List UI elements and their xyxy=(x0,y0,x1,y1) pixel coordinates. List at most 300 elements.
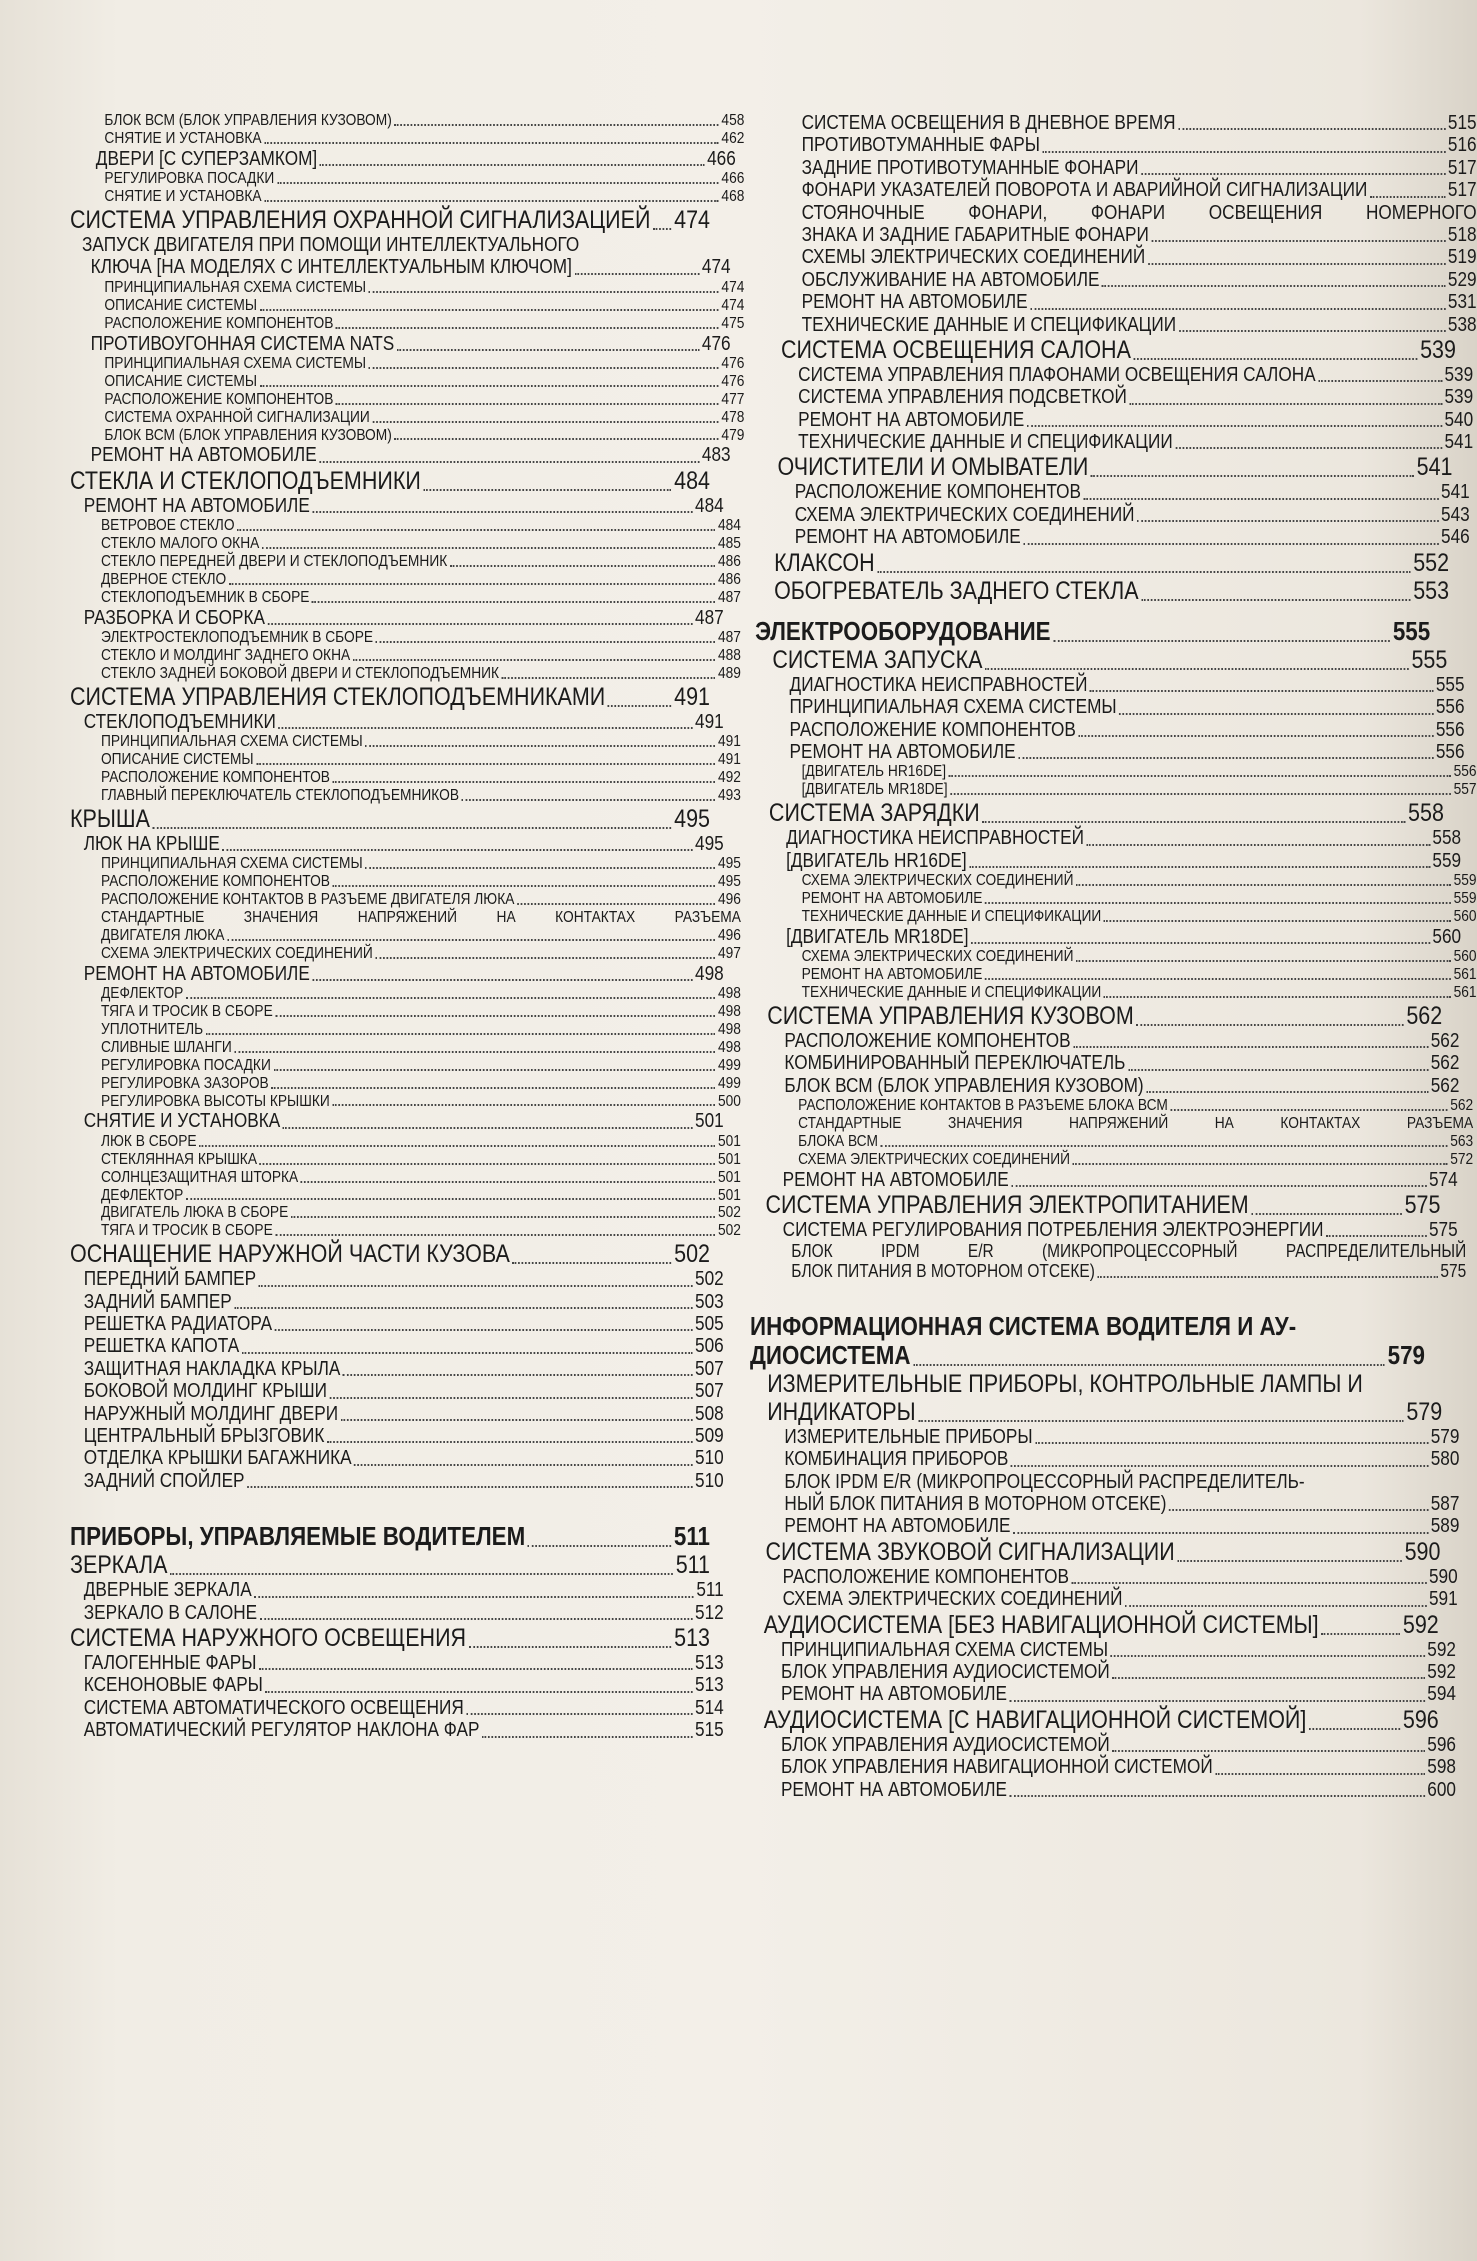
toc-page-number: 500 xyxy=(717,1092,741,1110)
toc-page-number: 517 xyxy=(1447,156,1477,179)
toc-entry[interactable] xyxy=(70,130,744,148)
toc-entry[interactable] xyxy=(750,481,1470,503)
toc-page-number: 513 xyxy=(695,1674,724,1697)
toc-entry[interactable] xyxy=(70,805,710,833)
toc-entry[interactable] xyxy=(750,1566,1458,1588)
dot-leader xyxy=(466,1713,692,1715)
toc-entry-title: [ДВИГАТЕЛЬ HR16DE] xyxy=(786,849,967,872)
toc-entry-title: БЛОКА ВСМ xyxy=(798,1132,878,1150)
toc-entry-title: РАСПОЛОЖЕНИЕ КОМПОНЕНТОВ xyxy=(104,314,334,332)
toc-entry[interactable] xyxy=(750,336,1456,364)
toc-entry-title: ТЯГА И ТРОСИК В СБОРЕ xyxy=(100,1222,273,1240)
toc-entry-title: СИСТЕМА ОХРАННОЙ СИГНАЛИЗАЦИИ xyxy=(104,408,370,426)
toc-page-number: 594 xyxy=(1427,1683,1456,1706)
toc-entry-title: ТЕХНИЧЕСКИЕ ДАННЫЕ И СПЕЦИФИКАЦИИ xyxy=(798,431,1173,454)
dot-leader xyxy=(1112,1750,1424,1752)
toc-entry[interactable] xyxy=(750,646,1447,674)
toc-entry[interactable] xyxy=(70,535,741,553)
toc-entry-title: ДВИГАТЕЛЯ ЛЮКА xyxy=(100,926,225,944)
toc-page-number: 501 xyxy=(717,1186,741,1204)
dot-leader xyxy=(1137,520,1438,522)
toc-entry[interactable] xyxy=(750,1052,1459,1074)
toc-entry[interactable] xyxy=(750,827,1461,849)
toc-entry[interactable] xyxy=(70,571,741,589)
toc-entry[interactable] xyxy=(750,1133,1473,1151)
toc-entry[interactable] xyxy=(70,1291,724,1313)
dot-leader xyxy=(394,438,718,440)
dot-leader xyxy=(229,583,716,585)
dot-leader xyxy=(397,349,700,351)
toc-entry[interactable] xyxy=(70,629,741,647)
toc-page-number: 502 xyxy=(695,1268,724,1291)
dot-leader xyxy=(369,291,719,293)
toc-entry[interactable] xyxy=(70,1003,741,1021)
toc-entry-title: ПРИНЦИПИАЛЬНАЯ СХЕМА СИСТЕМЫ xyxy=(789,696,1117,719)
toc-page-number: 495 xyxy=(717,855,741,873)
toc-entry[interactable] xyxy=(70,391,744,409)
dot-leader xyxy=(234,1307,692,1309)
toc-entry[interactable] xyxy=(70,733,741,751)
toc-entry[interactable] xyxy=(70,517,741,535)
dot-leader xyxy=(372,421,718,423)
toc-entry[interactable] xyxy=(750,1398,1442,1426)
dot-leader xyxy=(1141,173,1445,175)
dot-leader xyxy=(528,1545,672,1547)
toc-entry-title: СИСТЕМА АВТОМАТИЧЕСКОГО ОСВЕЩЕНИЯ xyxy=(83,1696,464,1719)
toc-entry[interactable] xyxy=(750,431,1473,453)
toc-entry[interactable] xyxy=(70,891,741,909)
toc-page-number: 559 xyxy=(1432,849,1462,872)
toc-entry[interactable] xyxy=(750,872,1477,890)
toc-entry[interactable] xyxy=(70,1579,724,1601)
toc-entry[interactable] xyxy=(750,1030,1459,1052)
toc-entry-title: ТЕХНИЧЕСКИЕ ДАННЫЕ И СПЕЦИФИКАЦИИ xyxy=(801,983,1102,1001)
toc-entry[interactable] xyxy=(70,467,710,495)
toc-page-number: 474 xyxy=(674,206,710,235)
toc-entry[interactable] xyxy=(750,1756,1456,1778)
toc-page-number: 492 xyxy=(717,769,741,787)
toc-page-number: 491 xyxy=(717,751,741,769)
toc-entry[interactable] xyxy=(750,763,1477,781)
toc-entry-title: ЗНАКА И ЗАДНИЕ ГАБАРИТНЫЕ ФОНАРИ xyxy=(801,223,1149,246)
toc-entry[interactable] xyxy=(70,1110,724,1132)
toc-entry-title: АУДИОСИСТЕМА [С НАВИГАЦИОННОЙ СИСТЕМОЙ] xyxy=(763,1705,1307,1734)
dot-leader xyxy=(949,775,1451,777)
dot-leader xyxy=(1097,1276,1437,1278)
toc-entry[interactable] xyxy=(70,1039,741,1057)
toc-entry[interactable] xyxy=(750,1706,1439,1734)
dot-leader xyxy=(1309,1728,1400,1730)
dot-leader xyxy=(1018,757,1433,759)
dot-leader xyxy=(1215,1773,1424,1775)
toc-entry[interactable] xyxy=(750,674,1465,696)
toc-entry[interactable] xyxy=(70,985,741,1003)
toc-entry-title: ДВЕРНЫЕ ЗЕРКАЛА xyxy=(83,1579,252,1602)
toc-entry-title: РЕШЕТКА РАДИАТОРА xyxy=(83,1313,273,1336)
dot-leader xyxy=(283,1127,693,1129)
toc-entry[interactable] xyxy=(750,1734,1456,1756)
toc-entry[interactable] xyxy=(70,1222,741,1240)
toc-entry[interactable] xyxy=(70,148,736,170)
dot-leader xyxy=(985,668,1409,670)
toc-entry[interactable] xyxy=(70,1057,741,1075)
toc-entry[interactable] xyxy=(750,526,1470,548)
toc-entry-title: БЛОК ВСМ (БЛОК УПРАВЛЕНИЯ КУЗОВОМ) xyxy=(784,1074,1144,1097)
toc-page-number: 540 xyxy=(1444,408,1474,431)
toc-entry-title: ПРИНЦИПИАЛЬНАЯ СХЕМА СИСТЕМЫ xyxy=(100,733,363,751)
toc-entry[interactable] xyxy=(70,665,741,683)
toc-entry[interactable] xyxy=(750,1169,1458,1191)
toc-entry[interactable] xyxy=(70,1187,741,1205)
toc-entry[interactable] xyxy=(70,1075,741,1093)
toc-entry[interactable] xyxy=(750,908,1477,926)
toc-entry[interactable] xyxy=(750,966,1477,984)
toc-page-number: 476 xyxy=(701,332,731,355)
toc-entry-title: ОТДЕЛКА КРЫШКИ БАГАЖНИКА xyxy=(83,1447,352,1470)
toc-entry[interactable] xyxy=(750,1426,1459,1448)
toc-page-number: 600 xyxy=(1427,1778,1456,1801)
toc-entry-title: СОЛНЦЕЗАЩИТНАЯ ШТОРКА xyxy=(100,1168,299,1186)
dot-leader xyxy=(369,367,719,369)
toc-page-number: 487 xyxy=(717,588,741,606)
toc-entry[interactable] xyxy=(750,291,1477,313)
toc-entry-title: РЕМОНТ НА АВТОМОБИЛЕ xyxy=(801,965,983,983)
toc-entry-title: СХЕМА ЭЛЕКТРИЧЕСКИХ СОЕДИНЕНИЙ xyxy=(798,1150,1071,1168)
dot-leader xyxy=(1136,1024,1403,1026)
toc-entry[interactable] xyxy=(70,1425,724,1447)
toc-entry[interactable] xyxy=(750,314,1477,336)
toc-entry[interactable] xyxy=(70,206,710,234)
toc-entry[interactable] xyxy=(750,549,1449,577)
dot-leader xyxy=(264,200,719,202)
toc-entry[interactable] xyxy=(70,373,744,391)
toc-entry[interactable] xyxy=(750,1097,1473,1115)
toc-column-right xyxy=(750,112,1477,1801)
toc-page-number: 495 xyxy=(674,804,710,833)
dot-leader xyxy=(333,781,716,783)
toc-page-number: 510 xyxy=(695,1447,724,1470)
toc-page-number: 590 xyxy=(1428,1565,1458,1588)
toc-entry[interactable] xyxy=(70,1093,741,1111)
toc-entry[interactable] xyxy=(70,589,741,607)
toc-entry[interactable] xyxy=(70,1204,741,1222)
toc-section-heading[interactable] xyxy=(750,617,1430,646)
toc-page-number: 561 xyxy=(1453,983,1477,1001)
toc-entry[interactable] xyxy=(70,1021,741,1039)
toc-entry[interactable] xyxy=(750,1515,1459,1537)
toc-page-number: 563 xyxy=(1450,1132,1474,1150)
dot-leader xyxy=(237,529,715,531)
toc-entry[interactable] xyxy=(70,1313,724,1335)
toc-page-number: 555 xyxy=(1435,673,1465,696)
dot-leader xyxy=(262,547,716,549)
toc-page-number: 498 xyxy=(717,1020,741,1038)
toc-entry[interactable] xyxy=(70,1169,741,1187)
toc-entry[interactable] xyxy=(70,495,724,517)
toc-entry-title: РЕМОНТ НА АВТОМОБИЛЕ xyxy=(801,291,1028,314)
toc-entry[interactable] xyxy=(750,1219,1458,1241)
toc-entry[interactable] xyxy=(70,751,741,769)
toc-entry-title: ЭЛЕКТРОСТЕКЛОПОДЪЕМНИК В СБОРЕ xyxy=(100,629,374,647)
toc-entry[interactable] xyxy=(70,427,744,445)
toc-entry-title: ДВИГАТЕЛЬ ЛЮКА В СБОРЕ xyxy=(100,1204,289,1222)
toc-entry[interactable] xyxy=(750,1261,1466,1281)
dot-leader xyxy=(301,1181,716,1183)
toc-entry-title: РАЗБОРКА И СБОРКА xyxy=(83,606,265,629)
toc-page-number: 562 xyxy=(1450,1096,1474,1114)
toc-page-number: 575 xyxy=(1440,1261,1467,1282)
toc-entry[interactable] xyxy=(70,647,741,665)
toc-entry[interactable] xyxy=(70,1551,710,1579)
toc-entry[interactable] xyxy=(750,948,1477,966)
toc-entry[interactable] xyxy=(70,333,731,355)
dot-leader xyxy=(1318,380,1442,382)
dot-leader xyxy=(1013,1532,1428,1534)
toc-page-number: 562 xyxy=(1430,1074,1460,1097)
toc-entry-title: ТЕХНИЧЕСКИЕ ДАННЫЕ И СПЕЦИФИКАЦИИ xyxy=(801,907,1102,925)
toc-entry-title: ЗЕРКАЛА xyxy=(70,1551,168,1580)
toc-entry[interactable] xyxy=(750,134,1477,156)
toc-entry-title: СТЕКЛО ПЕРЕДНЕЙ ДВЕРИ И СТЕКЛОПОДЪЕМНИК xyxy=(100,553,448,571)
toc-entry[interactable] xyxy=(750,1611,1439,1639)
toc-entry[interactable] xyxy=(70,1447,724,1469)
toc-entry[interactable] xyxy=(70,855,741,873)
dot-leader xyxy=(234,1051,715,1053)
toc-entry[interactable] xyxy=(750,224,1477,246)
toc-page-number: 501 xyxy=(717,1132,741,1150)
toc-page-number: 483 xyxy=(701,444,731,467)
toc-entry[interactable] xyxy=(750,364,1473,386)
toc-entry[interactable] xyxy=(750,246,1477,268)
toc-entry-title: [ДВИГАТЕЛЬ HR16DE] xyxy=(801,763,947,781)
toc-entry[interactable] xyxy=(70,711,724,733)
dot-leader xyxy=(186,997,715,999)
dot-leader xyxy=(517,903,715,905)
toc-page-number: 560 xyxy=(1432,925,1462,948)
toc-entry[interactable] xyxy=(750,1075,1459,1097)
toc-entry[interactable] xyxy=(750,504,1470,526)
toc-entry[interactable] xyxy=(750,386,1473,408)
toc-page-number: 560 xyxy=(1453,948,1477,966)
dot-leader xyxy=(1146,1091,1428,1093)
toc-entry[interactable] xyxy=(750,1588,1458,1610)
toc-page-number: 580 xyxy=(1430,1448,1460,1471)
toc-entry-title: СХЕМЫ ЭЛЕКТРИЧЕСКИХ СОЕДИНЕНИЙ xyxy=(801,246,1146,269)
toc-entry[interactable] xyxy=(750,781,1477,799)
toc-entry[interactable] xyxy=(70,945,741,963)
toc-entry[interactable] xyxy=(70,170,744,188)
toc-entry-title: ПРОТИВОТУМАННЫЕ ФАРЫ xyxy=(801,134,1041,157)
dot-leader xyxy=(1151,240,1445,242)
toc-entry-title: РАСПОЛОЖЕНИЕ КОНТАКТОВ В РАЗЪЕМЕ ДВИГАТЕЛЯ ЛЮКА xyxy=(100,891,515,909)
toc-page-number: 466 xyxy=(721,170,745,188)
toc-entry[interactable] xyxy=(70,315,744,333)
toc-entry[interactable] xyxy=(750,269,1477,291)
toc-entry[interactable] xyxy=(70,1151,741,1169)
dot-leader xyxy=(1128,1069,1428,1071)
toc-entry[interactable] xyxy=(70,787,741,805)
toc-entry[interactable] xyxy=(70,297,744,315)
dot-leader xyxy=(260,1618,693,1620)
toc-entry[interactable] xyxy=(70,1697,724,1719)
toc-entry-title: ИНДИКАТОРЫ xyxy=(767,1397,916,1426)
toc-entry[interactable] xyxy=(750,577,1449,605)
toc-entry[interactable] xyxy=(70,112,744,130)
toc-entry[interactable] xyxy=(70,355,744,373)
toc-entry-title: СИСТЕМА ЗВУКОВОЙ СИГНАЛИЗАЦИИ xyxy=(765,1537,1175,1566)
toc-entry[interactable] xyxy=(70,1133,741,1151)
toc-entry[interactable] xyxy=(70,279,744,297)
toc-page-number: 529 xyxy=(1447,268,1477,291)
dot-leader xyxy=(950,793,1451,795)
toc-entry[interactable] xyxy=(750,719,1465,741)
toc-entry[interactable] xyxy=(70,1624,710,1652)
toc-entry[interactable] xyxy=(70,409,744,427)
toc-entry-title: СХЕМА ЭЛЕКТРИЧЕСКИХ СОЕДИНЕНИЙ xyxy=(801,871,1074,889)
toc-entry[interactable] xyxy=(750,179,1477,201)
toc-page-number: 513 xyxy=(674,1624,710,1653)
toc-entry[interactable] xyxy=(750,741,1465,763)
toc-entry[interactable] xyxy=(750,1639,1456,1661)
toc-page-number: 575 xyxy=(1404,1190,1441,1219)
toc-page-number: 519 xyxy=(1447,246,1477,269)
toc-entry[interactable] xyxy=(750,1151,1473,1169)
toc-entry[interactable] xyxy=(70,683,710,711)
dot-leader xyxy=(1169,1509,1428,1511)
dot-leader xyxy=(333,885,716,887)
toc-entry[interactable] xyxy=(70,769,741,787)
dot-leader xyxy=(1078,735,1433,737)
dot-leader xyxy=(1091,475,1414,477)
toc-column-left xyxy=(70,112,745,1742)
toc-page-number: 562 xyxy=(1406,1001,1443,1030)
toc-entry[interactable] xyxy=(70,188,744,206)
toc-entry-title: ПРИНЦИПИАЛЬНАЯ СХЕМА СИСТЕМЫ xyxy=(100,855,363,873)
dot-leader xyxy=(1141,599,1411,601)
toc-page-number: 579 xyxy=(1430,1425,1460,1448)
toc-page-number: 497 xyxy=(717,944,741,962)
toc-entry[interactable] xyxy=(70,1652,724,1674)
toc-page-number: 546 xyxy=(1441,526,1470,549)
toc-entry[interactable] xyxy=(750,1493,1459,1515)
toc-entry-title: ПРИНЦИПИАЛЬНАЯ СХЕМА СИСТЕМЫ xyxy=(104,278,367,296)
toc-page-number: 491 xyxy=(695,710,724,733)
toc-entry-title: ВЕТРОВОЕ СТЕКЛО xyxy=(100,517,235,535)
toc-entry[interactable] xyxy=(750,453,1453,481)
toc-entry[interactable] xyxy=(750,1448,1459,1470)
toc-entry[interactable] xyxy=(750,157,1477,179)
dot-leader xyxy=(971,942,1430,944)
toc-entry[interactable] xyxy=(750,409,1473,431)
toc-page-number: 511 xyxy=(673,1521,710,1552)
toc-entry[interactable] xyxy=(750,1779,1456,1801)
dot-leader xyxy=(985,902,1451,904)
toc-page-number: 543 xyxy=(1441,503,1470,526)
toc-section-heading[interactable] xyxy=(70,1522,710,1551)
toc-entry[interactable] xyxy=(70,607,724,629)
toc-section-heading[interactable] xyxy=(750,1341,1425,1370)
toc-entry[interactable] xyxy=(750,1002,1442,1030)
toc-entry-title: ДЕФЛЕКТОР xyxy=(100,1186,184,1204)
dot-leader xyxy=(1179,330,1446,332)
toc-page-number: 499 xyxy=(717,1074,741,1092)
dot-leader xyxy=(206,1033,716,1035)
toc-entry[interactable] xyxy=(750,850,1461,872)
toc-entry[interactable] xyxy=(70,444,731,466)
toc-page-number: 495 xyxy=(717,873,741,891)
toc-entry-title: СТЕКЛО И МОЛДИНГ ЗАДНЕГО ОКНА xyxy=(100,647,351,665)
toc-entry-title: РАСПОЛОЖЕНИЕ КОМПОНЕНТОВ xyxy=(782,1565,1069,1588)
toc-entry[interactable] xyxy=(70,1240,710,1268)
toc-entry[interactable] xyxy=(750,890,1477,908)
toc-entry-title: АУДИОСИСТЕМА [БЕЗ НАВИГАЦИОННОЙ СИСТЕМЫ] xyxy=(763,1610,1319,1639)
toc-entry[interactable] xyxy=(750,1683,1456,1705)
toc-page-number: 541 xyxy=(1416,453,1453,482)
toc-entry[interactable] xyxy=(70,963,724,985)
toc-entry[interactable] xyxy=(70,833,724,855)
toc-entry-title: ЗЕРКАЛО В САЛОНЕ xyxy=(83,1601,258,1624)
toc-page-number: 487 xyxy=(717,629,741,647)
toc-entry[interactable] xyxy=(70,1719,724,1741)
toc-entry[interactable] xyxy=(70,1674,724,1696)
toc-entry[interactable] xyxy=(70,1268,724,1290)
toc-page-number: 589 xyxy=(1430,1515,1460,1538)
toc-entry[interactable] xyxy=(750,112,1477,134)
toc-entry[interactable] xyxy=(750,799,1444,827)
toc-entry[interactable] xyxy=(750,926,1461,948)
toc-page-number: 493 xyxy=(717,786,741,804)
dot-leader xyxy=(1027,425,1442,427)
toc-entry[interactable] xyxy=(750,1538,1440,1566)
toc-page-number: 503 xyxy=(695,1290,724,1313)
toc-entry[interactable] xyxy=(70,1403,724,1425)
toc-entry[interactable] xyxy=(70,553,741,571)
dot-leader xyxy=(227,939,715,941)
toc-entry[interactable] xyxy=(70,256,731,278)
toc-entry[interactable] xyxy=(750,1191,1440,1219)
dot-leader xyxy=(222,849,692,851)
toc-entry[interactable] xyxy=(70,1335,724,1357)
toc-entry[interactable] xyxy=(70,873,741,891)
toc-entry-title: РЕМОНТ НА АВТОМОБИЛЕ xyxy=(794,526,1021,549)
dot-leader xyxy=(574,273,699,275)
toc-entry[interactable] xyxy=(750,696,1465,718)
toc-entry[interactable] xyxy=(70,1358,724,1380)
dot-leader xyxy=(1084,498,1439,500)
dot-leader xyxy=(1035,1442,1428,1444)
toc-page-number: 501 xyxy=(695,1110,724,1133)
toc-entry-title: ДЕФЛЕКТОР xyxy=(100,985,184,1003)
toc-entry-title: РАСПОЛОЖЕНИЕ КОМПОНЕНТОВ xyxy=(784,1029,1071,1052)
dot-leader xyxy=(653,228,672,230)
toc-entry[interactable] xyxy=(70,1602,724,1624)
toc-entry-title: СИСТЕМА УПРАВЛЕНИЯ СТЕКЛОПОДЪЕМНИКАМИ xyxy=(70,682,606,711)
toc-page-number: 517 xyxy=(1447,179,1477,202)
toc-entry-title: СТЕКЛО ЗАДНЕЙ БОКОВОЙ ДВЕРИ И СТЕКЛОПОДЪЕМНИК xyxy=(100,664,500,682)
toc-entry-title: РЕМОНТ НА АВТОМОБИЛЕ xyxy=(780,1778,1008,1801)
toc-entry[interactable] xyxy=(70,1380,724,1402)
toc-entry-title: КСЕНОНОВЫЕ ФАРЫ xyxy=(83,1674,263,1697)
toc-entry-line: СТОЯНОЧНЫЕ ФОНАРИ, ФОНАРИ ОСВЕЩЕНИЯ НОМЕРНОГО xyxy=(801,201,1477,224)
toc-entry-title: РЕМОНТ НА АВТОМОБИЛЕ xyxy=(801,889,983,907)
toc-entry[interactable] xyxy=(70,927,741,945)
toc-page-number: 558 xyxy=(1432,827,1462,850)
dot-leader xyxy=(1175,447,1442,449)
toc-entry[interactable] xyxy=(70,1470,724,1492)
toc-entry[interactable] xyxy=(750,984,1477,1002)
toc-page-number: 486 xyxy=(717,570,741,588)
toc-entry[interactable] xyxy=(750,1661,1456,1683)
